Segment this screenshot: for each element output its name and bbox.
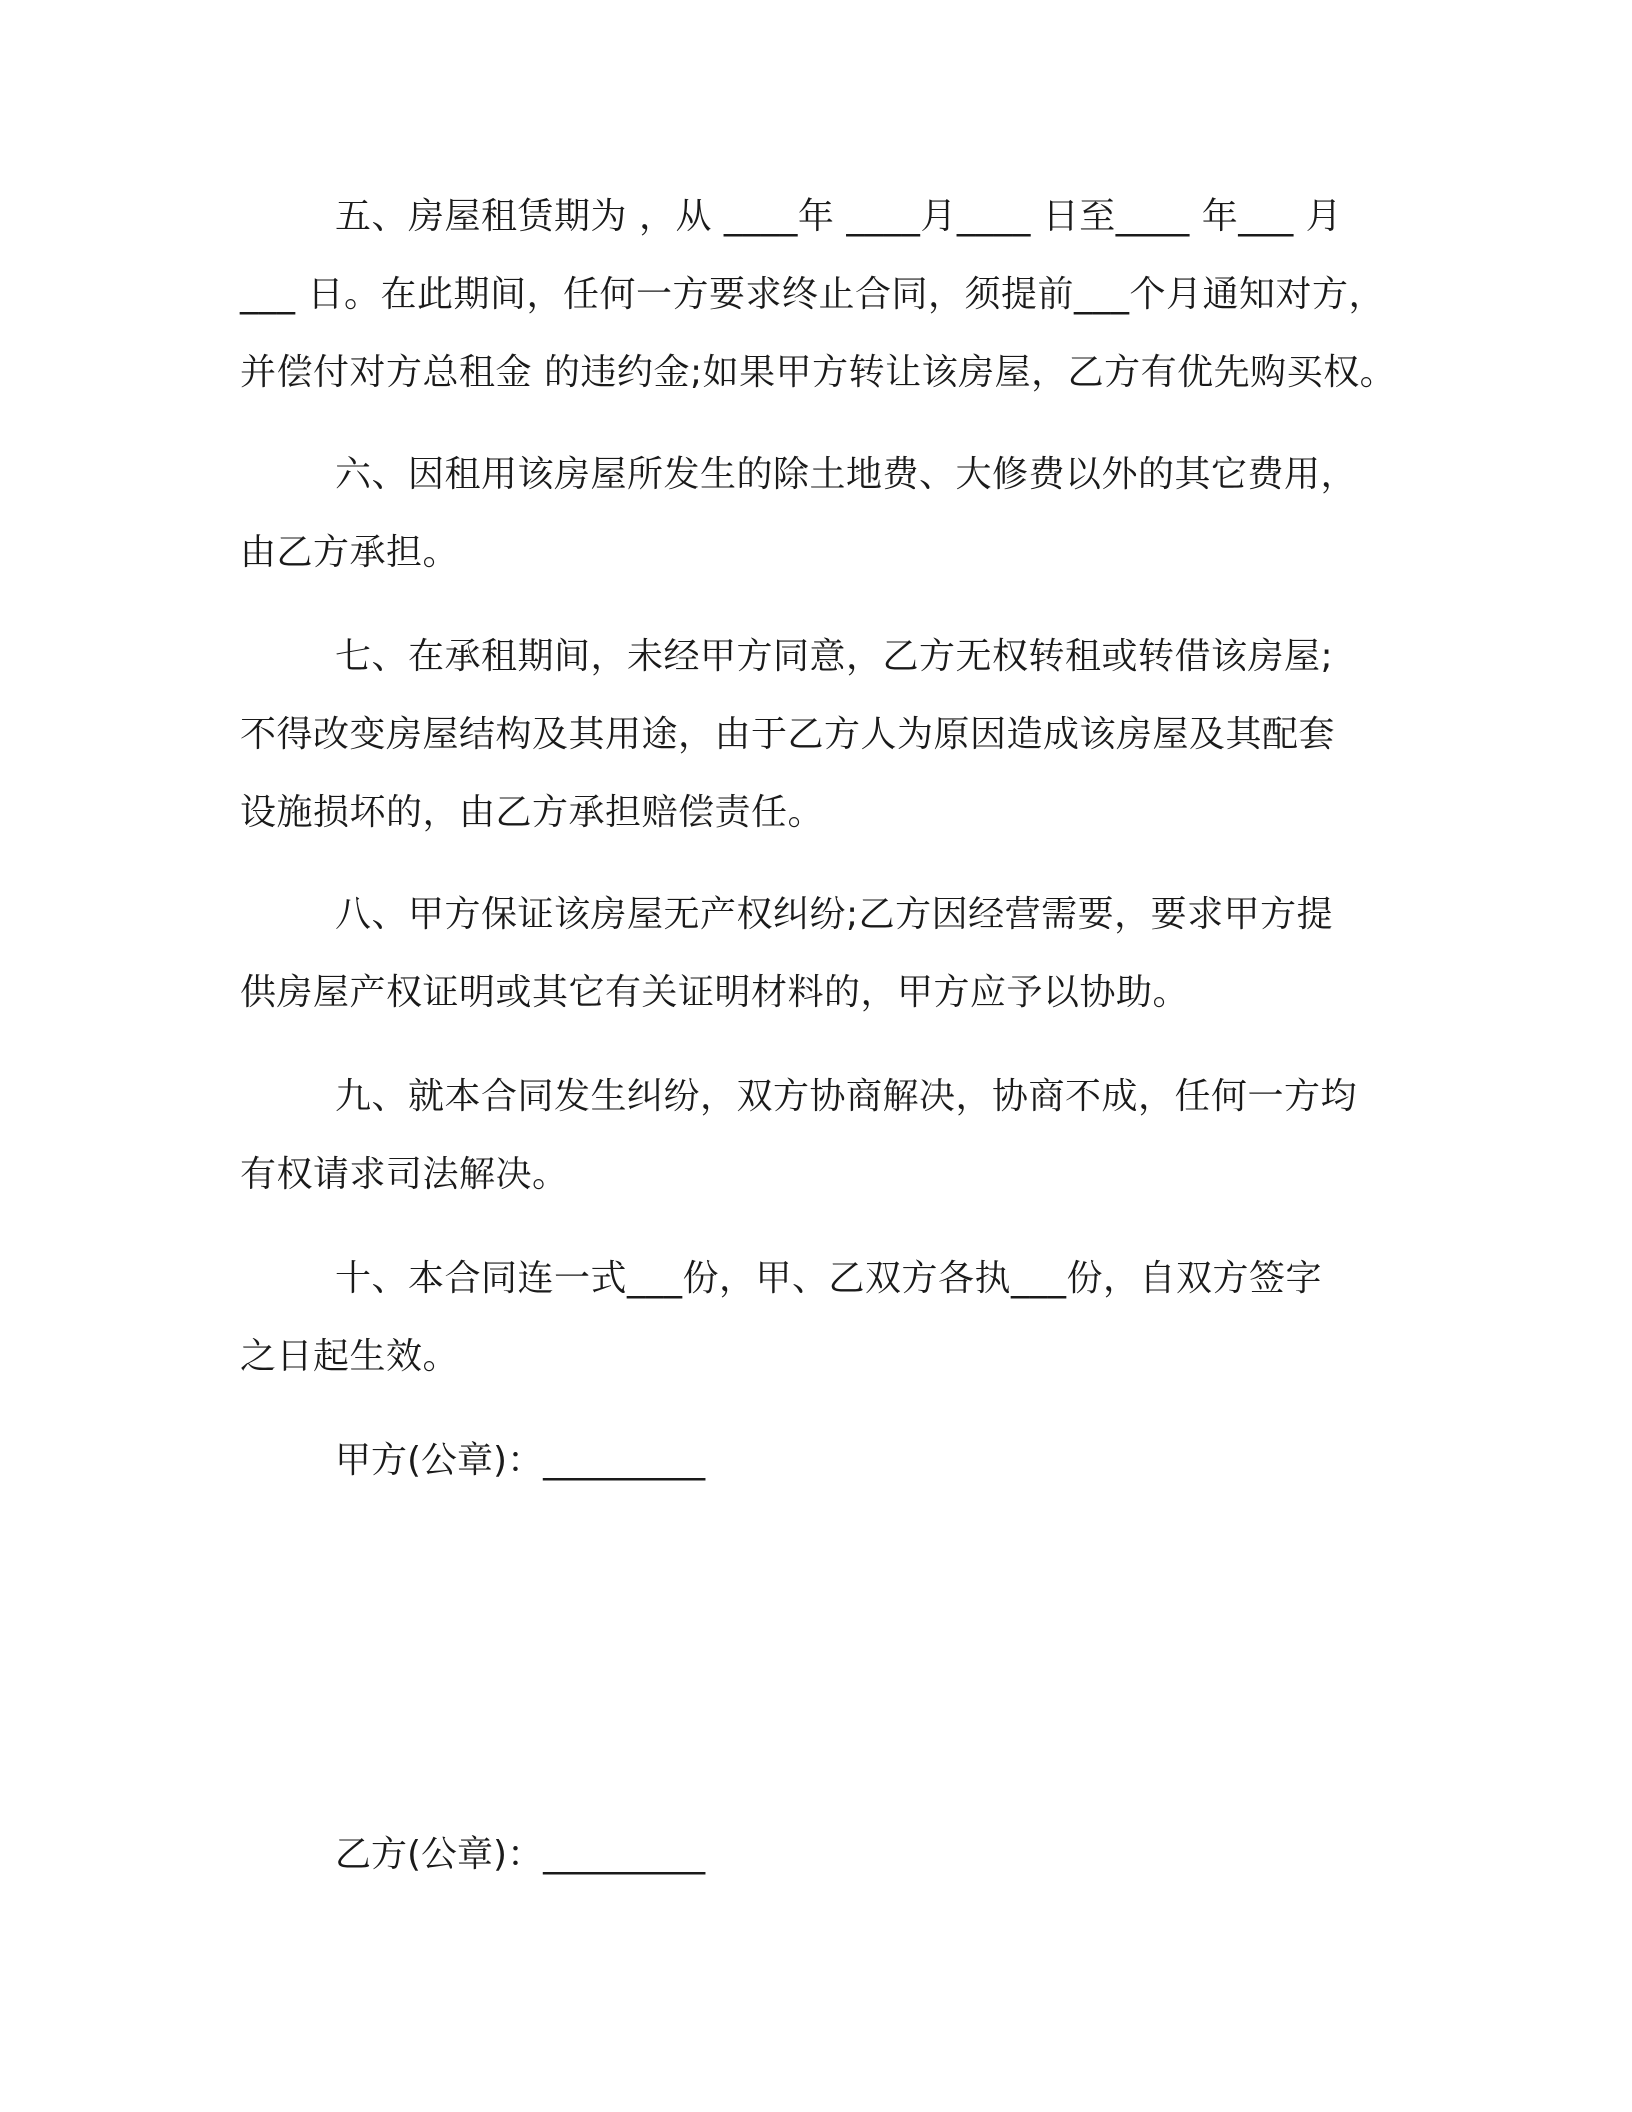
clause-line: 八、甲方保证该房屋无产权纠纷;乙方因经营需要，要求甲方提 xyxy=(335,894,1334,935)
clause-five xyxy=(240,178,1420,412)
clause-line: 九、就本合同发生纠纷，双方协商解决，协商不成，任何一方均 xyxy=(335,1076,1358,1117)
clause-line: 不得改变房屋结构及其用途，由于乙方人为原因造成该房屋及其配套 xyxy=(240,714,1336,755)
clause-line: 七、在承租期间，未经甲方同意，乙方无权转租或转借该房屋; xyxy=(335,636,1334,677)
clause-line: 十、本合同连一式___份，甲、乙双方各执___份，自双方签字 xyxy=(335,1258,1323,1299)
clause-six xyxy=(240,436,1420,592)
clause-line: ___ 日。在此期间，任何一方要求终止合同，须提前___个月通知对方， xyxy=(240,274,1385,315)
clause-line: 设施损坏的，由乙方承担赔偿责任。 xyxy=(240,792,825,833)
clause-line: 并偿付对方总租金 的违约金;如果甲方转让该房屋，乙方有优先购买权。 xyxy=(240,352,1397,393)
party-b-signature-line: 乙方(公章)：_________ xyxy=(335,1834,706,1875)
clause-eight xyxy=(240,876,1420,1032)
clause-line: 五、房屋租赁期为 ，从 ____年 ____月____ 日至____ 年___ 月 xyxy=(335,196,1343,237)
clause-line: 六、因租用该房屋所发生的除土地费、大修费以外的其它费用， xyxy=(335,454,1358,495)
clause-ten xyxy=(240,1240,1420,1396)
clause-line: 有权请求司法解决。 xyxy=(240,1154,569,1195)
clause-line: 由乙方承担。 xyxy=(240,532,460,573)
clause-seven xyxy=(240,618,1420,852)
clause-nine xyxy=(240,1058,1420,1214)
party-a-signature-line: 甲方(公章)：_________ xyxy=(335,1440,706,1481)
clause-line: 供房屋产权证明或其它有关证明材料的，甲方应予以协助。 xyxy=(240,972,1190,1013)
clause-line: 之日起生效。 xyxy=(240,1336,460,1377)
